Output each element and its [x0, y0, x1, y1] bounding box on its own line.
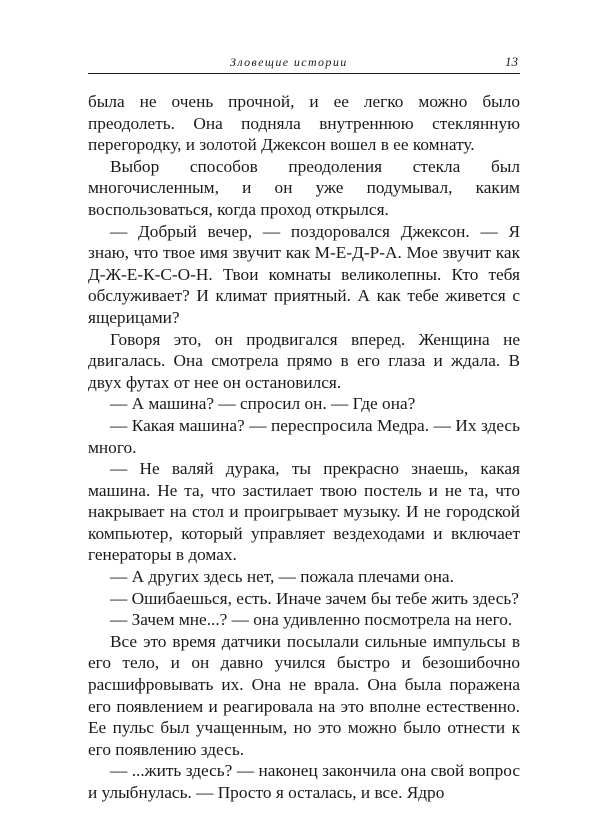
paragraph: Все это время датчики посылали сильные импульсы в его тело, и он давно учился быстро и безошибочно расшифровывать их. Она не врала. Она была поражена его появлением и реагировала на это вполне естественно. Ее пульс был учащенным, но это можно было отнести к его появлению здесь. [88, 631, 520, 759]
paragraph: была не очень прочной, и ее легко можно было преодолеть. Она подняла внутреннюю стеклянную перегородку, и золотой Джексон вошел в ее комнату. [88, 92, 520, 155]
header-rule [88, 73, 520, 74]
paragraph: — Какая машина? — переспросила Медра. — Их здесь много. [88, 415, 520, 457]
body-text [88, 91, 520, 804]
paragraph: — Добрый вечер, — поздоровался Джексон. — Я знаю, что твое имя звучит как М-Е-Д-Р-А. Мое звучит как Д-Ж-Е-К-С-О-Н. Твои комнаты великолепны. Кто тебя обслуживает? И климат приятный. А как тебе живется с ящерицами? [88, 221, 520, 327]
paragraph: — А других здесь нет, — пожала плечами она. [110, 567, 454, 587]
paragraph: — Зачем мне...? — она удивленно посмотрела на него. [110, 610, 513, 630]
paragraph: Говоря это, он продвигался вперед. Женщина не двигалась. Она смотрела прямо в его глаза и ждала. В двух футах от нее он остановился. [88, 329, 520, 392]
paragraph: — Не валяй дурака, ты прекрасно знаешь, какая машина. Не та, что застилает твою постель и не та, что накрывает на стол и проигрывает музыку. И не городской компьютер, который управляет вездеходами и включает генераторы в домах. [88, 459, 520, 565]
running-header-title: Зловещие истории [230, 55, 348, 69]
paragraph: — ...жить здесь? — наконец закончила она свой вопрос и улыбнулась. — Просто я осталась, и все. Ядро [88, 761, 520, 802]
paragraph: — А машина? — спросил он. — Где она? [110, 394, 416, 414]
page-number: 13 [505, 54, 518, 69]
paragraph: Выбор способов преодоления стекла был многочисленным, и он уже подумывал, каким воспользоваться, когда проход открылся. [88, 156, 520, 219]
running-header [88, 54, 520, 76]
paragraph: — Ошибаешься, есть. Иначе зачем бы тебе жить здесь? [110, 588, 519, 608]
